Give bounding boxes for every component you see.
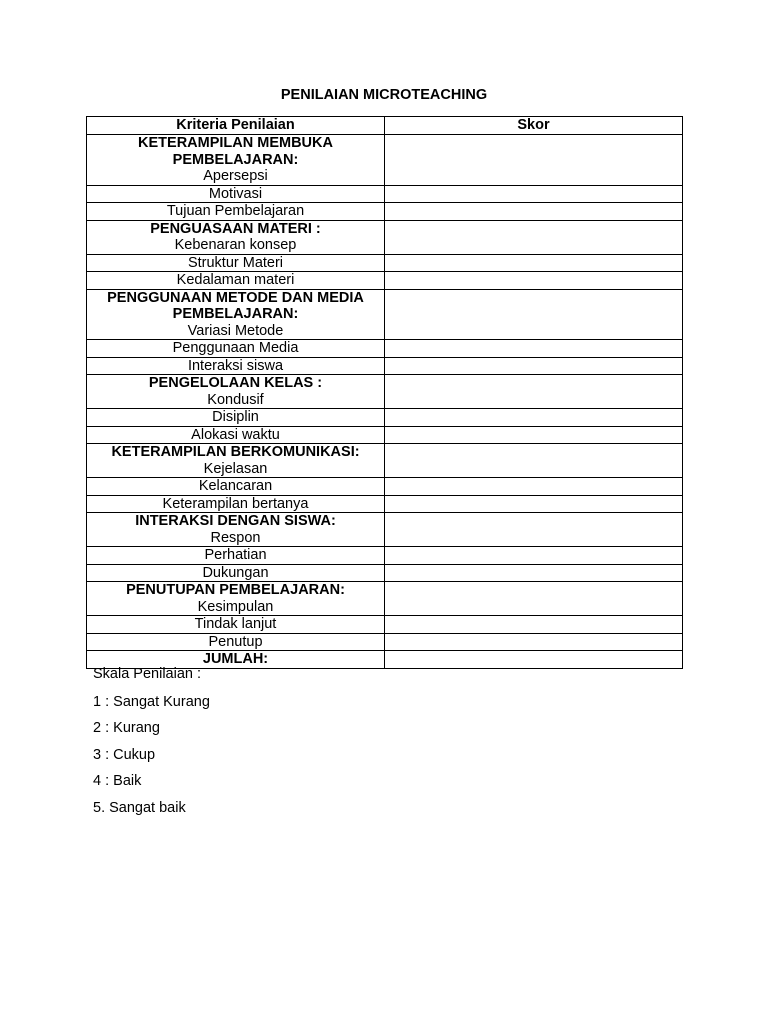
- table-row: [87, 547, 683, 565]
- table-row: [87, 357, 683, 375]
- scale-level: 5. Sangat baik: [93, 799, 186, 816]
- score-cell[interactable]: [385, 651, 683, 669]
- scale-level: 2 : Kurang: [93, 720, 160, 736]
- criteria-cell: [87, 375, 385, 409]
- criteria-item: Kebenaran konsep: [174, 237, 297, 253]
- score-cell[interactable]: [385, 513, 683, 547]
- score-cell[interactable]: [385, 633, 683, 651]
- criteria-item: Penggunaan Media: [87, 340, 385, 358]
- criteria-item: Penutup: [87, 633, 385, 651]
- score-cell[interactable]: [385, 254, 683, 272]
- section-heading: PENGUASAAN MATERI :: [150, 220, 321, 237]
- table-header-row: [87, 117, 683, 135]
- criteria-column-header: Kriteria Penilaian: [87, 117, 385, 135]
- score-cell[interactable]: [385, 135, 683, 186]
- score-cell[interactable]: [385, 375, 683, 409]
- section-row: [87, 444, 683, 478]
- score-cell[interactable]: [385, 409, 683, 427]
- section-heading: KETERAMPILAN MEMBUKA PEMBELAJARAN:: [138, 135, 333, 168]
- criteria-item: Respon: [210, 529, 261, 546]
- table-row: [87, 340, 683, 358]
- criteria-item: Kelancaran: [87, 478, 385, 496]
- score-cell[interactable]: [385, 444, 683, 478]
- criteria-item: Kesimpulan: [197, 598, 274, 615]
- scale-level: 3 : Cukup: [93, 746, 156, 763]
- criteria-item: Disiplin: [87, 409, 385, 427]
- table-row: [87, 254, 683, 272]
- section-heading: INTERAKSI DENGAN SISWA:: [135, 513, 336, 529]
- score-cell[interactable]: [385, 203, 683, 221]
- page-title: PENILAIAN MICROTEACHING: [280, 87, 488, 103]
- scale-level: 1 : Sangat Kurang: [93, 693, 210, 710]
- section-row: [87, 220, 683, 254]
- total-label: JUMLAH:: [87, 651, 385, 669]
- section-row: [87, 135, 683, 186]
- table-body: [87, 135, 683, 669]
- scale-label: Skala Penilaian :: [93, 666, 202, 682]
- criteria-cell: [87, 582, 385, 616]
- criteria-item: Keterampilan bertanya: [87, 495, 385, 513]
- criteria-item: Interaksi siswa: [87, 357, 385, 375]
- section-row: [87, 375, 683, 409]
- criteria-item: Kedalaman materi: [87, 272, 385, 290]
- assessment-table: [86, 116, 683, 669]
- score-cell[interactable]: [385, 582, 683, 616]
- table-row: [87, 203, 683, 221]
- table-row: [87, 426, 683, 444]
- criteria-cell: [87, 220, 385, 254]
- score-cell[interactable]: [385, 340, 683, 358]
- score-cell[interactable]: [385, 289, 683, 340]
- criteria-cell: [87, 513, 385, 547]
- table-row: [87, 272, 683, 290]
- section-row: [87, 513, 683, 547]
- section-heading: KETERAMPILAN BERKOMUNIKASI:: [111, 444, 360, 460]
- score-cell[interactable]: [385, 547, 683, 565]
- criteria-item: Motivasi: [87, 185, 385, 203]
- table-row: [87, 478, 683, 496]
- score-cell[interactable]: [385, 495, 683, 513]
- score-cell[interactable]: [385, 185, 683, 203]
- criteria-item: Tindak lanjut: [87, 616, 385, 634]
- score-cell[interactable]: [385, 357, 683, 375]
- criteria-item: Struktur Materi: [87, 254, 385, 272]
- scale-level: 4 : Baik: [93, 773, 142, 789]
- section-heading: PENUTUPAN PEMBELAJARAN:: [126, 582, 345, 598]
- criteria-item: Perhatian: [87, 547, 385, 565]
- criteria-item: Alokasi waktu: [87, 426, 385, 444]
- score-cell[interactable]: [385, 426, 683, 444]
- table-row: [87, 564, 683, 582]
- section-row: [87, 582, 683, 616]
- score-cell[interactable]: [385, 272, 683, 290]
- table-row: [87, 616, 683, 634]
- score-cell[interactable]: [385, 616, 683, 634]
- score-cell[interactable]: [385, 564, 683, 582]
- table-row: [87, 633, 683, 651]
- criteria-item: Apersepsi: [203, 168, 268, 184]
- criteria-cell: [87, 444, 385, 478]
- criteria-cell: [87, 135, 385, 186]
- table-row: [87, 185, 683, 203]
- criteria-item: Variasi Metode: [187, 322, 284, 339]
- score-cell[interactable]: [385, 478, 683, 496]
- table-row: [87, 495, 683, 513]
- rating-scale: [93, 664, 210, 817]
- criteria-item: Kondusif: [207, 391, 264, 408]
- criteria-item: Kejelasan: [203, 460, 268, 477]
- criteria-cell: [87, 289, 385, 340]
- criteria-item: Dukungan: [87, 564, 385, 582]
- criteria-item: Tujuan Pembelajaran: [87, 203, 385, 221]
- score-cell[interactable]: [385, 220, 683, 254]
- table-row: [87, 409, 683, 427]
- section-heading: PENGGUNAAN METODE DAN MEDIA PEMBELAJARAN:: [107, 289, 364, 322]
- section-row: [87, 289, 683, 340]
- score-column-header: Skor: [385, 117, 683, 135]
- section-heading: PENGELOLAAN KELAS :: [148, 375, 323, 391]
